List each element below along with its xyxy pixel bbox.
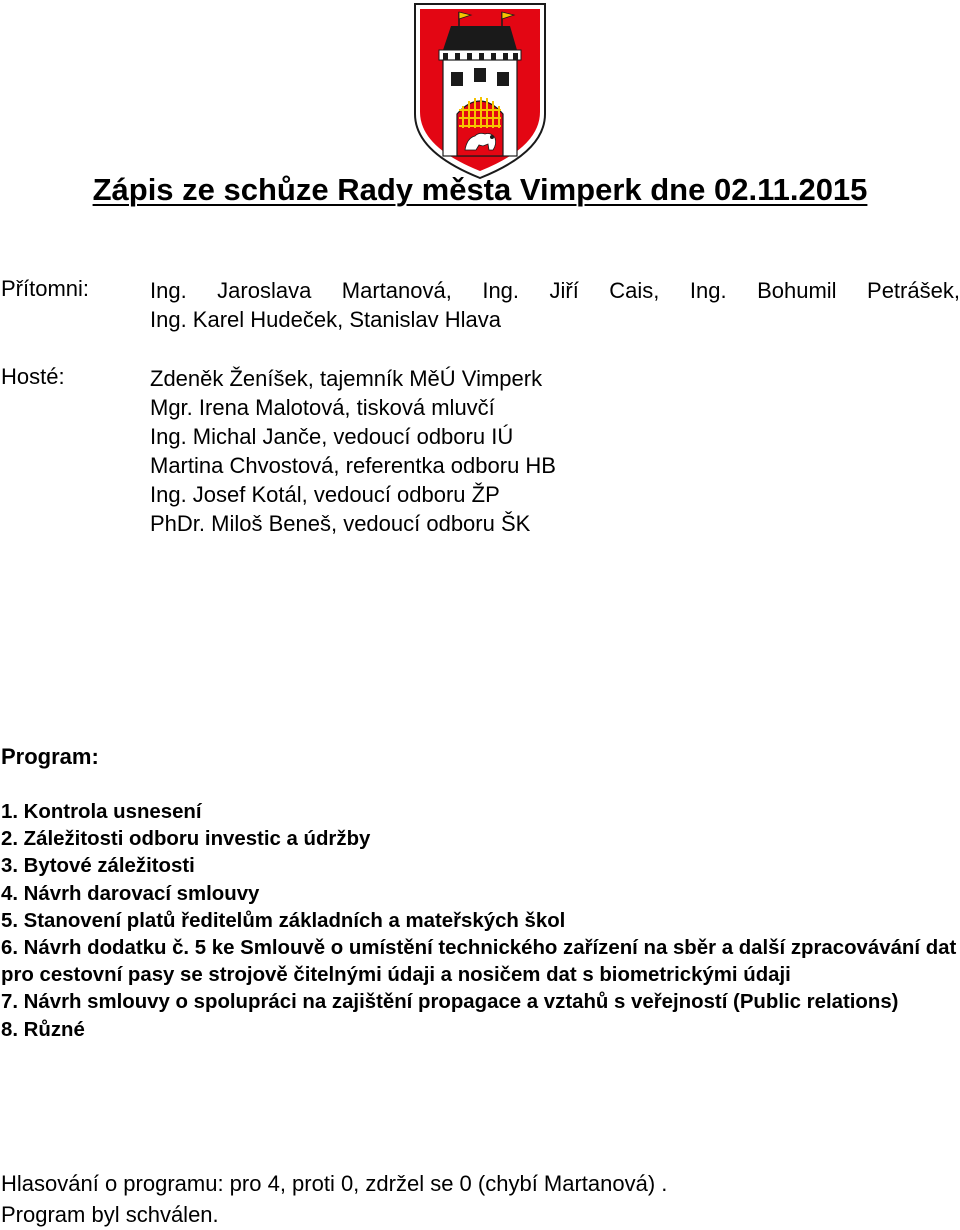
program-heading: Program: — [1, 744, 99, 769]
attendees-label: Přítomni: — [1, 276, 90, 301]
guest-item: Mgr. Irena Malotová, tisková mluvčí — [150, 395, 495, 420]
program-item: 4. Návrh darovací smlouvy — [1, 882, 260, 905]
attendees-line-2: Ing. Karel Hudeček, Stanislav Hlava — [150, 307, 501, 332]
attendee-word: Bohumil — [757, 278, 837, 303]
program-item: 7. Návrh smlouvy o spolupráci na zajištění propagace a vztahů s veřejností (Public relations) — [1, 991, 899, 1014]
program-item: 1. Kontrola usnesení — [1, 801, 202, 823]
attendee-word: Martanová, — [341, 278, 452, 303]
program-list — [1, 799, 957, 1044]
attendee-word: Cais, — [609, 278, 660, 303]
guest-item: Martina Chvostová, referentka odboru HB — [150, 453, 556, 478]
attendee-word: Petrášek, — [867, 278, 960, 303]
voting-section — [1, 1168, 667, 1230]
program-item: 5. Stanovení platů ředitelům základních a mateřských škol — [1, 909, 566, 932]
voting-approved: Program byl schválen. — [1, 1202, 219, 1227]
document-title: Zápis ze schůze Rady města Vimperk dne 02.11.2015 — [92, 172, 868, 207]
attendees-list — [150, 276, 960, 334]
attendee-word: Ing. — [482, 278, 520, 303]
attendee-word: Jiří — [549, 278, 579, 303]
attendee-word: Ing. — [689, 278, 727, 303]
attendee-word: Ing. — [150, 278, 187, 303]
attendee-word: Jaroslava — [217, 278, 312, 303]
guest-item: Ing. Josef Kotál, vedoucí odboru ŽP — [150, 482, 500, 507]
voting-result: Hlasování o programu: pro 4, proti 0, zdržel se 0 (chybí Martanová) . — [1, 1171, 668, 1196]
guests-label: Hosté: — [1, 364, 65, 389]
vimperk-coat-of-arms-icon — [413, 2, 547, 180]
program-item: 6. Návrh dodatku č. 5 ke Smlouvě o umístění technického zařízení na sběr a další zpracovávání dat pro cestovní pasy se strojově čitelnými údaji a nosičem dat s biometrickými údaji — [1, 937, 957, 987]
program-item: 8. Různé — [1, 1018, 85, 1041]
program-item: 3. Bytové záležitosti — [1, 855, 195, 878]
guest-item: Zdeněk Ženíšek, tajemník MěÚ Vimperk — [150, 366, 543, 391]
guest-item: PhDr. Miloš Beneš, vedoucí odboru ŠK — [150, 511, 531, 536]
guest-item: Ing. Michal Janče, vedoucí odboru IÚ — [150, 424, 514, 449]
attendees-line-1 — [150, 276, 960, 305]
guests-list — [150, 364, 556, 538]
program-item: 2. Záležitosti odboru investic a údržby — [1, 828, 371, 851]
